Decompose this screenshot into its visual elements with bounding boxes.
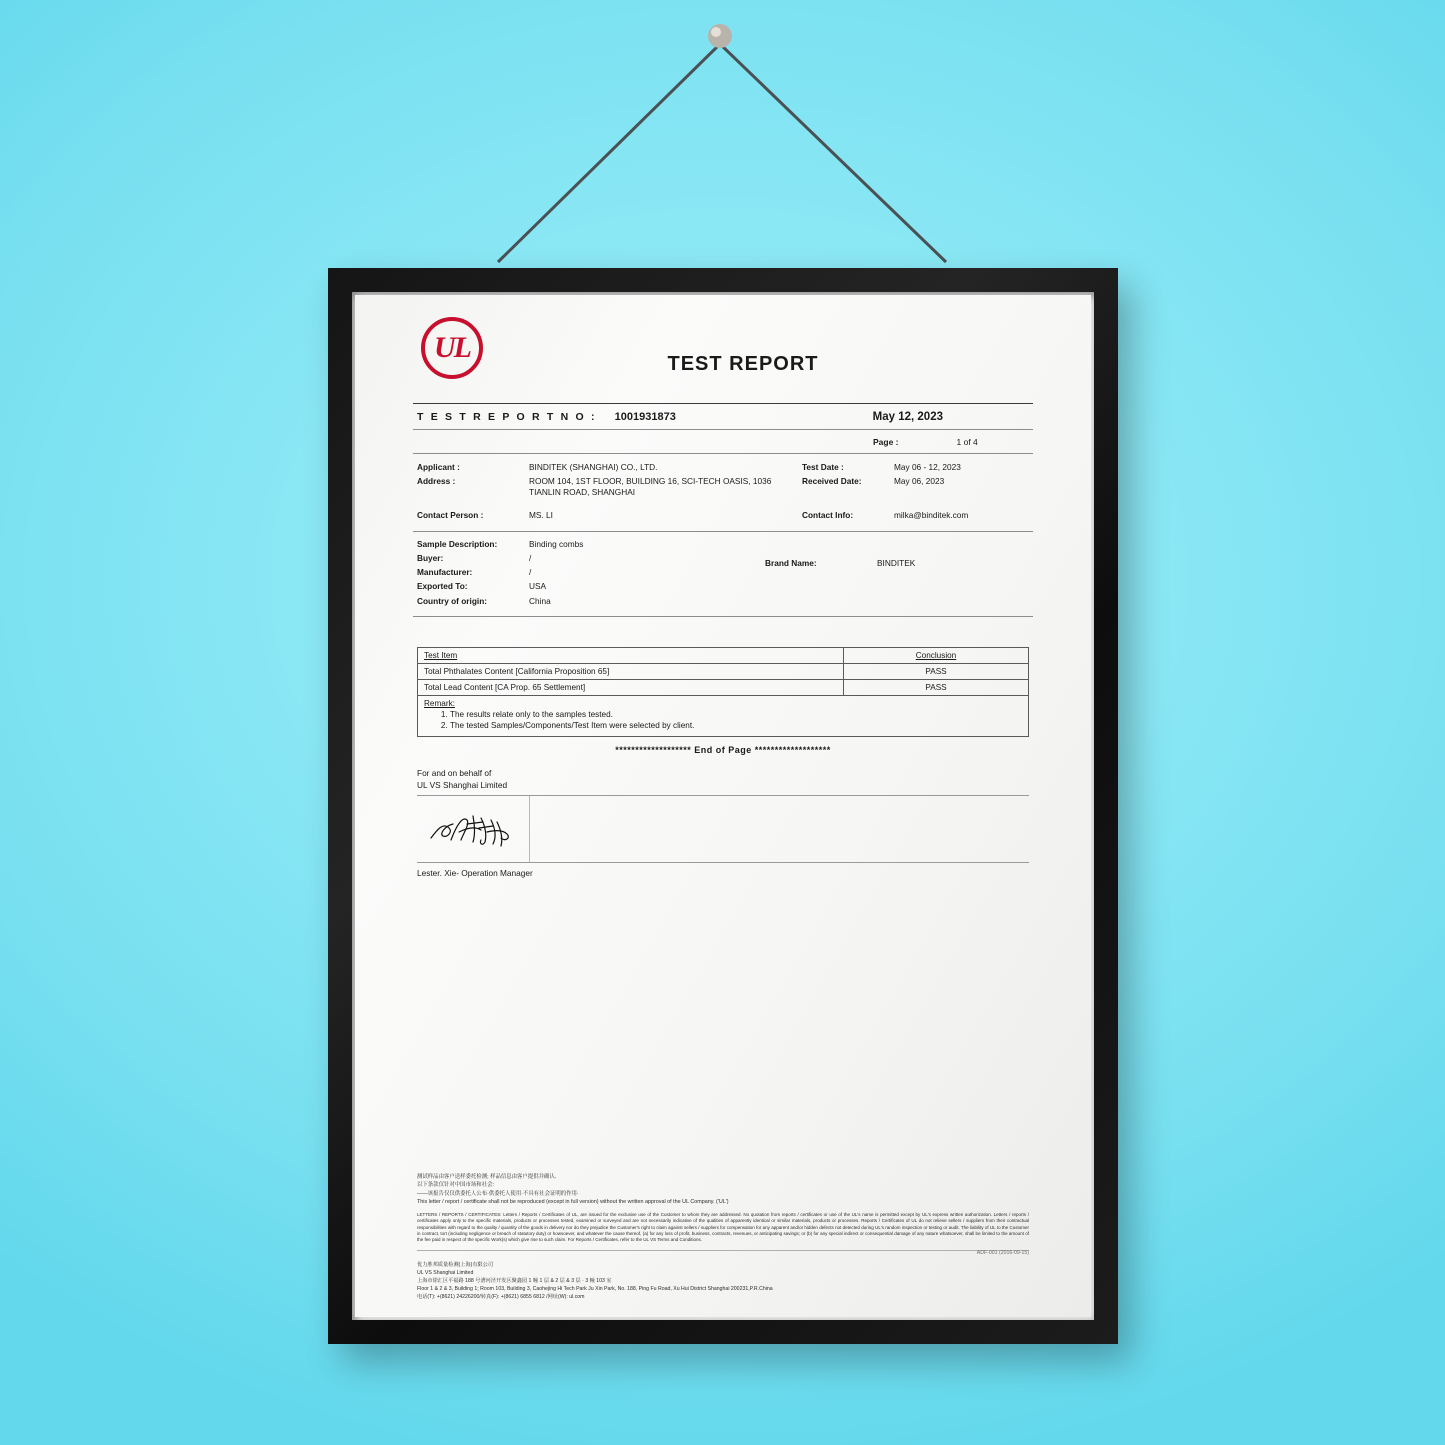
table-cell-conclusion: PASS	[925, 682, 947, 692]
signature-name: Lester. Xie- Operation Manager	[417, 867, 533, 878]
field-received-date	[802, 476, 1029, 487]
page-title: TEST REPORT	[667, 353, 819, 375]
remark-label: Remark:	[424, 698, 455, 708]
field-address	[417, 476, 802, 498]
field-sample-description-value: Binding combs	[529, 538, 584, 549]
field-buyer-value: /	[529, 552, 532, 563]
table-header-conclusion-text: Conclusion	[915, 650, 957, 660]
contact-info-column	[802, 510, 1029, 524]
end-of-page-marker: ******************* End of Page *******************	[615, 744, 831, 755]
field-contact-person-value: MS. LI	[529, 509, 553, 520]
field-sample-description-label: Sample Description:	[417, 538, 498, 549]
field-buyer	[417, 553, 1029, 564]
results-table	[417, 647, 1029, 737]
field-applicant-value: BINDITEK (SHANGHAI) CO., LTD.	[529, 462, 658, 472]
field-manufacturer-value: /	[529, 567, 532, 578]
field-test-date	[802, 462, 1029, 473]
field-country-of-origin-label: Country of origin:	[417, 595, 488, 606]
field-country-of-origin-value: China	[529, 595, 551, 606]
footer-doc-code: ADF-001 (2016-09-15)	[976, 1249, 1029, 1256]
sample-info-block	[413, 532, 1033, 616]
contact-person-column	[417, 510, 802, 524]
field-applicant-label: Applicant :	[417, 462, 460, 472]
field-country-of-origin	[417, 596, 1029, 607]
field-brand-name-value: BINDITEK	[877, 557, 916, 568]
behalf-line-1: For and on behalf of	[417, 767, 492, 778]
remark-item: 2. The tested Samples/Components/Test Item were selected by client.	[450, 721, 1022, 730]
field-received-date-value: May 06, 2023	[893, 476, 945, 487]
report-no-label: T E S T R E P O R T N O :	[417, 411, 597, 423]
field-contact-person	[417, 510, 802, 521]
footer-company-zh: 优力胜邦质量检测(上海)有限公司	[417, 1261, 494, 1268]
field-exported-to	[417, 581, 1029, 592]
field-address-value: ROOM 104, 1ST FLOOR, BUILDING 16, SCI-TECH OASIS, 1036 TIANLIN ROAD, SHANGHAI	[529, 476, 772, 498]
footer-address-zh: 上海市徐汇区平福路 188 号漕河泾开发区聚鑫园 1 幢 1 层 & 2 层 & 3 层 · 3 幢 103 室	[417, 1277, 612, 1284]
field-test-date-value: May 06 - 12, 2023	[893, 462, 961, 472]
footer-zh-line-2: 以下条款仅针对中国市场和社会:	[417, 1182, 494, 1189]
applicant-info-block	[413, 454, 1033, 508]
footer-legal-text: LETTERS / REPORTS / CERTIFICATES: Letters / Reports / Certificates of UL, are issued for the exclusive use of the Customer to whom they are addressed. No quotation from reports / certificates or use of the UL's name is permitted except by UL's express written authorization. Letters / reports / certificates apply only to the specific materials, products or processes tested, examined or surveyed and are not necessarily indicative of the qualities of apparently identical or similar materials, products or processes. Reports / Certificates of UL do not relieve sellers / suppliers from their contractual responsibilities with regard to the quality / quantity of the goods in delivery nor do they prejudice the Customer's right to claim against sellers / suppliers for compensation for any apparent and/or hidden defects not detected during UL's random inspection or testing or audit. The liability of UL to the Customer in contract, tort (including negligence or breach of statutory duty) or howsoever, and whatever the cause thereof, (a) for any loss of profit, business, contracts, revenues, or anticipating savings; or (b) for any special indirect or consequential damage of any nature whatsoever, shall be limited to the amount of the fee paid in respect of the specific Work(s) which give rise to such claim. For Reports / Certificates, refer to the UL VS Terms and Conditions.	[417, 1211, 1029, 1243]
document-footer	[417, 1173, 1029, 1301]
field-manufacturer-label: Manufacturer:	[417, 567, 473, 578]
field-sample-description	[417, 539, 1029, 550]
footer-address-en: Floor 1 & 2 & 3, Building 1; Room 103, Building 3, Caohejing Hi Tech Park Ju Xin Park, No. 188, Ping Fu Road, Xu Hui District Shanghai 200231,P.R.China	[417, 1285, 773, 1292]
table-header-conclusion	[844, 648, 1028, 663]
field-manufacturer	[417, 567, 1029, 578]
footer-zh-line-1: 测试样品由客户送样委托检测; 样品信息由客户提供并确认.	[417, 1174, 557, 1181]
page-indicator-row	[413, 430, 1033, 453]
table-cell-test-item: Total Lead Content [CA Prop. 65 Settlement]	[418, 680, 844, 695]
page-value: 1 of 4	[956, 437, 978, 447]
field-contact-person-label: Contact Person :	[417, 509, 484, 520]
test-info-column	[802, 462, 1029, 502]
field-contact-info-value: milka@binditek.com	[893, 509, 969, 520]
behalf-line-2: UL VS Shanghai Limited	[417, 779, 508, 790]
test-report-document	[355, 295, 1091, 1317]
table-row	[418, 664, 1028, 680]
table-header-test-item-text: Test Item	[424, 650, 458, 660]
page-label: Page :	[873, 437, 899, 447]
field-exported-to-value: USA	[529, 581, 547, 592]
field-test-date-label: Test Date :	[801, 462, 844, 472]
footer-chinese-note	[417, 1173, 1029, 1205]
document-header	[413, 295, 1033, 403]
field-buyer-label: Buyer:	[417, 552, 444, 563]
table-cell-test-item: Total Phthalates Content [California Proposition 65]	[418, 664, 844, 679]
field-received-date-label: Received Date:	[801, 476, 862, 487]
report-no-value: 1001931873	[614, 411, 676, 423]
signature-image	[423, 804, 523, 854]
field-exported-to-label: Exported To:	[417, 581, 468, 592]
divider-under-sample	[413, 616, 1033, 617]
footer-divider	[417, 1250, 1029, 1251]
report-number-row	[413, 404, 1033, 429]
field-applicant	[417, 462, 802, 473]
footer-zh-line-3: ——该报告仅仅供委托人公布·供委托人使用·不具有社会证明的作用·	[417, 1190, 579, 1197]
field-contact-info	[802, 510, 1029, 521]
remark-item: 1. The results relate only to the samples tested.	[450, 710, 1022, 719]
footer-company-block	[417, 1249, 1029, 1301]
remark-block	[418, 696, 1028, 736]
table-header-row	[418, 648, 1028, 664]
table-header-test-item	[418, 648, 844, 663]
table-cell-conclusion: PASS	[925, 666, 947, 676]
ul-logo-text: UL	[434, 331, 470, 364]
field-brand-name	[765, 558, 915, 568]
field-address-label: Address :	[417, 476, 456, 487]
footer-contact: 电话(T): +(8621) 24226200/转真(F): +(8621) 6855 6812 /网址(W): ul.com	[417, 1293, 585, 1300]
picture-frame	[328, 268, 1118, 1344]
report-date: May 12, 2023	[872, 411, 943, 423]
contact-row	[413, 508, 1033, 531]
footer-company-en: UL VS Shanghai Limited	[417, 1269, 474, 1276]
field-brand-name-label: Brand Name:	[765, 557, 817, 568]
footer-en-note: This letter / report / certificate shall not be reproduced (except in full version) without the written approval of the UL Company. ('UL')	[417, 1198, 729, 1205]
applicant-column	[417, 462, 802, 502]
table-row	[418, 680, 1028, 696]
field-contact-info-label: Contact Info:	[801, 509, 854, 520]
signature-box	[417, 795, 1029, 863]
behalf-block	[417, 767, 1029, 791]
